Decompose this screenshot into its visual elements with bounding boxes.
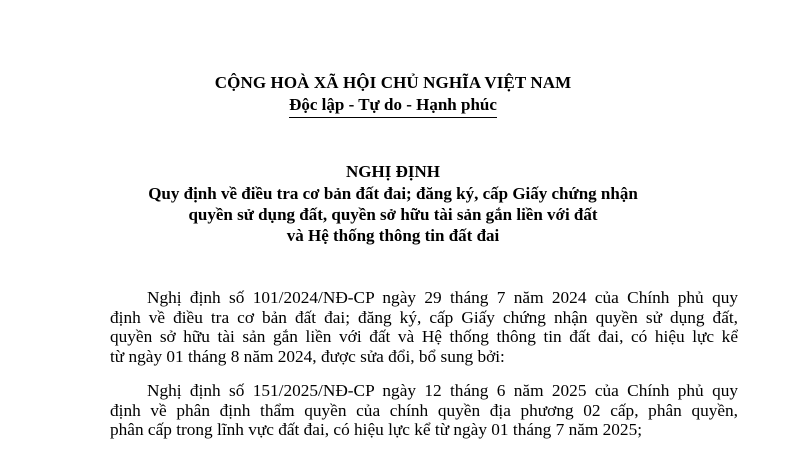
paragraph-1-line-1: Nghị định số 101/2024/NĐ-CP ngày 29 tháng 7 năm 2024 của Chính phủ quy — [147, 288, 738, 307]
motto-text: Độc lập - Tự do - Hạnh phúc — [289, 95, 497, 114]
decree-subtitle-line-1: Quy định về điều tra cơ bản đất đai; đăng ký, cấp Giấy chứng nhận — [148, 184, 638, 203]
decree-subtitle-line-2: quyền sử dụng đất, quyền sở hữu tài sản gắn liền với đất — [188, 205, 598, 224]
paragraph-1-line-3: quyền sở hữu tài sản gắn liền với đất và Hệ thống thông tin đất đai, có hiệu lực kể — [110, 327, 738, 346]
decree-subtitle-line-3: và Hệ thống thông tin đất đai — [286, 226, 500, 245]
national-header — [0, 72, 786, 116]
paragraph-2-line-2: định về phân định thẩm quyền của chính quyền địa phương 02 cấp, phân quyền, — [110, 400, 738, 420]
paragraph-2-line-1: Nghị định số 151/2025/NĐ-CP ngày 12 tháng 6 năm 2025 của Chính phủ quy — [147, 381, 738, 400]
decree-heading — [0, 161, 786, 246]
body-paragraph-1 — [110, 288, 738, 366]
paragraph-2-line-3: phân cấp trong lĩnh vực đất đai, có hiệu lực kể từ ngày 01 tháng 7 năm 2025; — [110, 420, 643, 439]
paragraph-1-line-2: định về điều tra cơ bản đất đai; đăng ký, cấp Giấy chứng nhận quyền sử dụng đất, — [110, 307, 738, 327]
decree-title: NGHỊ ĐỊNH — [346, 162, 440, 181]
national-motto — [289, 94, 497, 116]
body-paragraph-2 — [110, 381, 738, 440]
nation-name: CỘNG HOÀ XÃ HỘI CHỦ NGHĨA VIỆT NAM — [214, 73, 572, 92]
paragraph-1-line-4: từ ngày 01 tháng 8 năm 2024, được sửa đổi, bổ sung bởi: — [110, 346, 505, 366]
motto-underline — [289, 117, 497, 118]
